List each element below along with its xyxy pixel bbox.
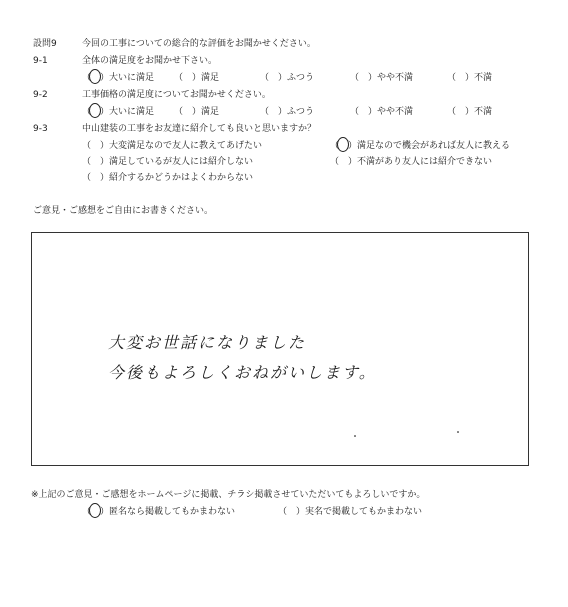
sub-question-text: 全体の満足度をお聞かせ下さい。 bbox=[82, 56, 218, 66]
option-very-satisfied[interactable]: （ ）大いに満足 bbox=[82, 73, 155, 83]
sub-question-number: 9-2 bbox=[33, 90, 48, 100]
option-unsure[interactable]: （ ）紹介するかどうかはよくわからない bbox=[82, 173, 254, 183]
option-anonymous-ok[interactable]: （ ）匿名なら掲載してもかまわない bbox=[82, 507, 236, 517]
option-refer-if-chance[interactable]: （ ）満足なので機会があれば友人に教える bbox=[330, 141, 511, 151]
option-neutral[interactable]: （ ）ふつう bbox=[260, 73, 315, 83]
option-real-name-ok[interactable]: （ ）実名で掲載してもかまわない bbox=[278, 507, 423, 517]
comment-box[interactable] bbox=[31, 232, 529, 466]
option-cannot-refer[interactable]: （ ）不満があり友人には紹介できない bbox=[330, 157, 493, 167]
handwritten-comment-line-2: 今後もよろしくおねがいします。 bbox=[108, 363, 377, 382]
handwritten-comment-line-1: 大変お世話になりました bbox=[108, 333, 307, 352]
sub-question-text: 中山建装の工事をお友達に紹介しても良いと思いますか？ bbox=[82, 124, 317, 134]
question-number: 設問9 bbox=[33, 39, 57, 49]
option-unsatisfied[interactable]: （ ）不満 bbox=[447, 107, 493, 117]
option-satisfied-no-refer[interactable]: （ ）満足しているが友人には紹介しない bbox=[82, 157, 254, 167]
selection-circle-mark bbox=[337, 137, 349, 152]
selection-circle-mark bbox=[89, 69, 101, 84]
comment-prompt: ご意見・ご感想をご自由にお書きください。 bbox=[33, 206, 214, 216]
option-neutral[interactable]: （ ）ふつう bbox=[260, 107, 315, 117]
selection-circle-mark bbox=[89, 503, 101, 518]
sub-question-number: 9-3 bbox=[33, 124, 48, 134]
question-text: 今回の工事についての総合的な評価をお聞かせください。 bbox=[82, 39, 316, 49]
option-refer-gladly[interactable]: （ ）大変満足なので友人に教えてあげたい bbox=[82, 141, 263, 151]
option-slightly-unsatisfied[interactable]: （ ）やや不満 bbox=[350, 73, 414, 83]
option-satisfied[interactable]: （ ）満足 bbox=[174, 107, 220, 117]
sub-question-text: 工事価格の満足度についてお聞かせください。 bbox=[82, 90, 271, 100]
stray-mark bbox=[354, 435, 356, 437]
option-unsatisfied[interactable]: （ ）不満 bbox=[447, 73, 493, 83]
option-slightly-unsatisfied[interactable]: （ ）やや不満 bbox=[350, 107, 414, 117]
stray-mark bbox=[457, 431, 459, 433]
selection-circle-mark bbox=[89, 103, 101, 118]
option-very-satisfied[interactable]: （ ）大いに満足 bbox=[82, 107, 155, 117]
option-satisfied[interactable]: （ ）満足 bbox=[174, 73, 220, 83]
publish-question: ※上記のご意見・ご感想をホームページに掲載、チラシ掲載させていただいてもよろしいですか。 bbox=[31, 490, 426, 500]
sub-question-number: 9-1 bbox=[33, 56, 48, 66]
